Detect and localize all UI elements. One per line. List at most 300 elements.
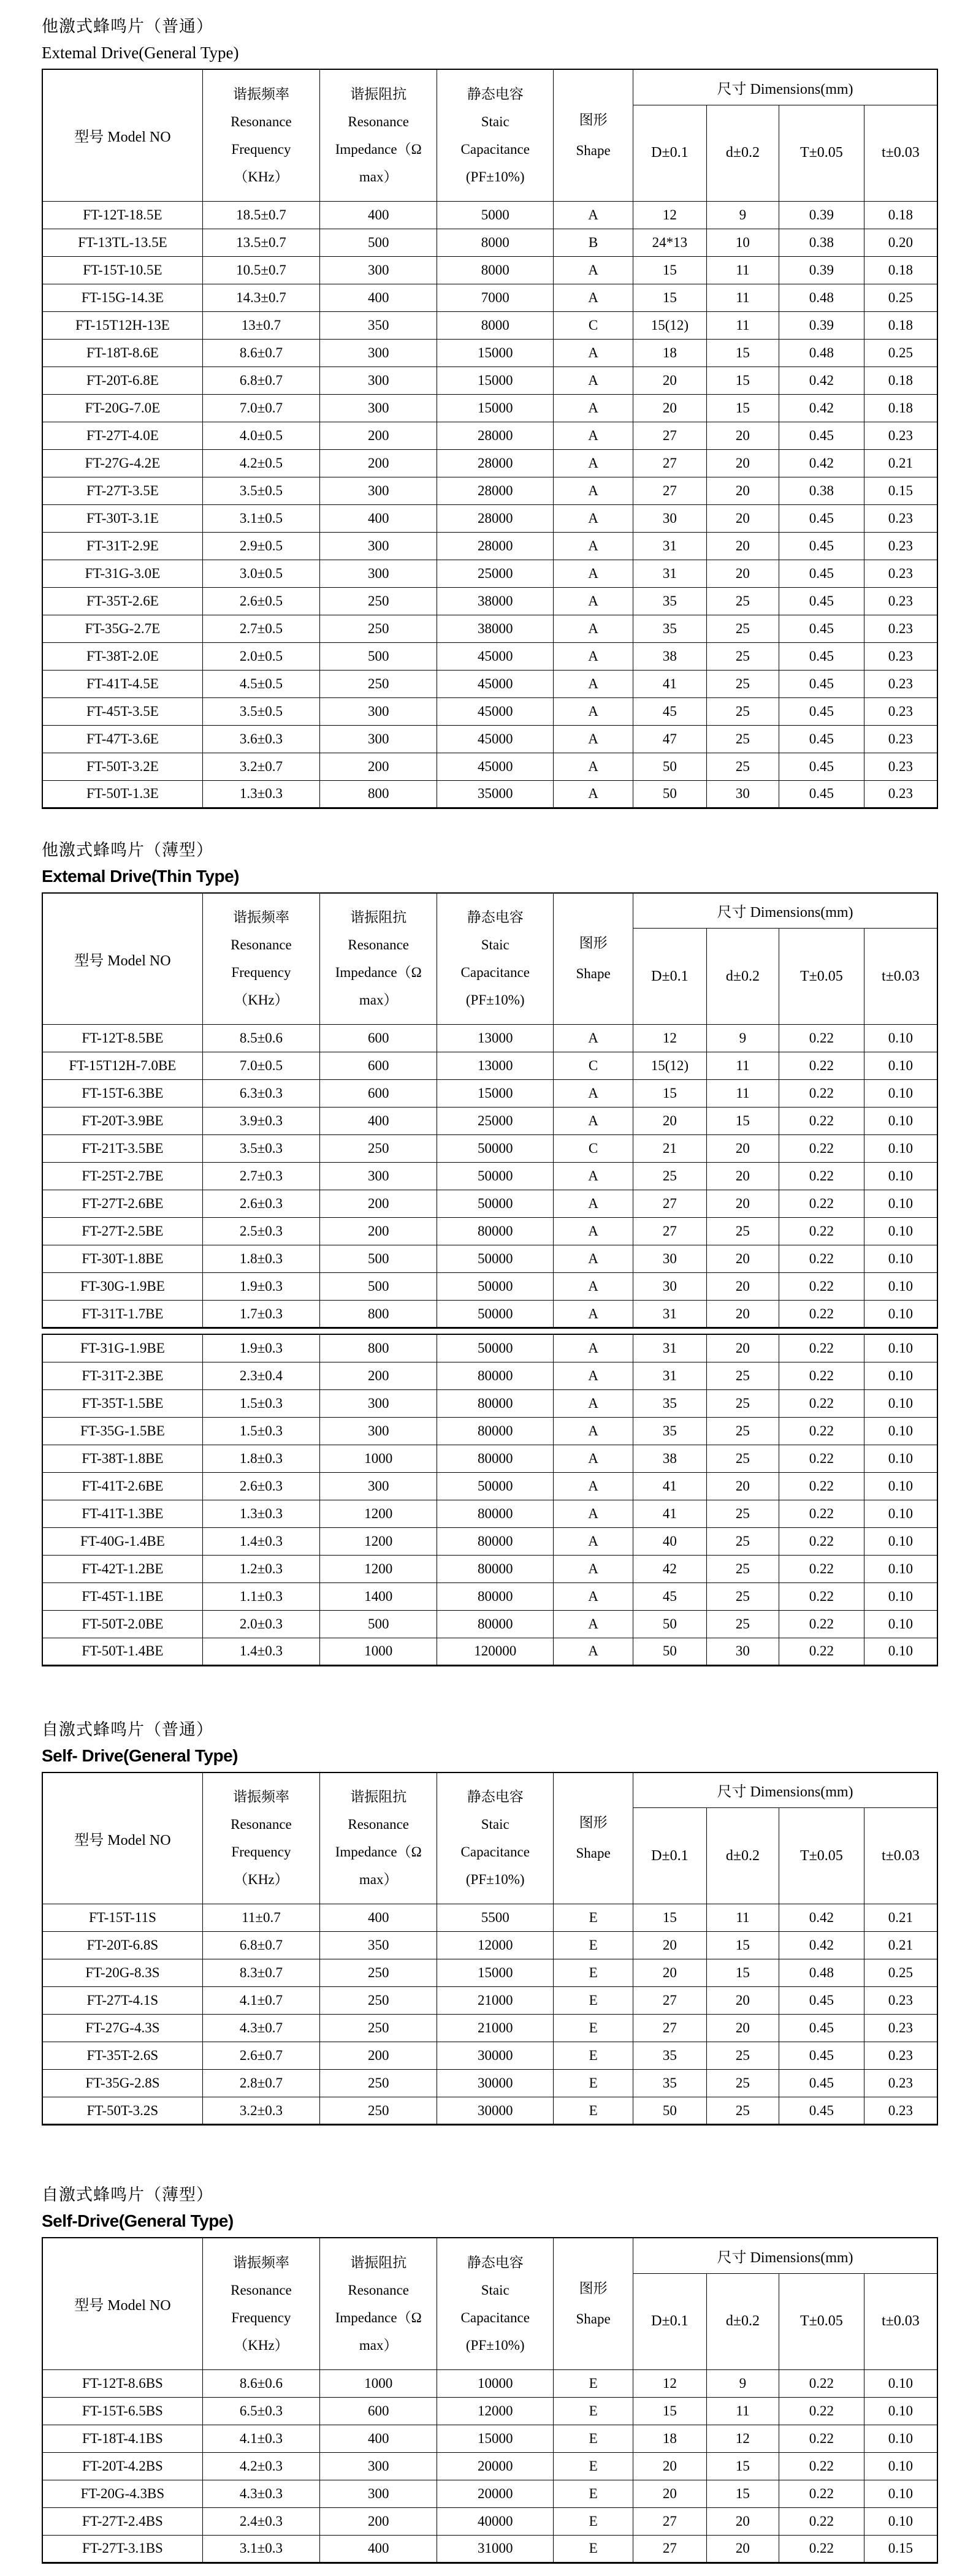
header-line: 图形: [579, 935, 608, 951]
cell-shape: A: [554, 1080, 633, 1108]
cell-shape: A: [554, 504, 633, 532]
cell-resonance-impedance: 300: [320, 1472, 437, 1500]
cell-resonance-impedance: 300: [320, 339, 437, 367]
header-line: （KHz）: [234, 2337, 289, 2353]
header-line: Frequency: [231, 2309, 291, 2325]
col-header-dim-t: t±0.03: [864, 929, 937, 1025]
cell-dim-t: 0.21: [864, 449, 937, 477]
table-row: [42, 284, 937, 311]
cell-resonance-impedance: 300: [320, 477, 437, 504]
cell-static-capacitance: 7000: [437, 284, 554, 311]
cell-model-no: FT-35T-2.6S: [42, 2042, 202, 2070]
cell-resonance-frequency: 14.3±0.7: [202, 284, 319, 311]
cell-resonance-impedance: 400: [320, 284, 437, 311]
header-line: 谐振频率: [232, 910, 289, 925]
spec-table: [42, 1772, 938, 2126]
cell-shape: A: [554, 1108, 633, 1135]
cell-static-capacitance: 45000: [437, 670, 554, 697]
cell-model-no: FT-27T-4.0E: [42, 422, 202, 449]
cell-shape: A: [554, 560, 633, 587]
cell-resonance-frequency: 3.0±0.5: [202, 560, 319, 587]
cell-model-no: FT-30T-3.1E: [42, 504, 202, 532]
cell-dim-T: 0.22: [779, 1362, 864, 1389]
col-header-model-no: 型号 Model NO: [42, 69, 202, 201]
header-line: Resonance: [231, 2282, 292, 2298]
table-row: [42, 1445, 937, 1472]
cell-dim-T: 0.45: [779, 725, 864, 753]
cell-resonance-frequency: 3.1±0.5: [202, 504, 319, 532]
cell-dim-t: 0.23: [864, 615, 937, 642]
cell-dim-T: 0.22: [779, 2425, 864, 2452]
spec-table: [42, 69, 938, 809]
table-body: [42, 2369, 937, 2563]
cell-dim-D: 31: [633, 1334, 707, 1362]
cell-dim-T: 0.22: [779, 1334, 864, 1362]
cell-dim-D: 35: [633, 2070, 707, 2097]
cell-dim-d: 11: [706, 1080, 779, 1108]
header-line: 谐振阻抗: [350, 2254, 407, 2270]
cell-resonance-impedance: 1200: [320, 1555, 437, 1582]
cell-dim-T: 0.42: [779, 449, 864, 477]
cell-static-capacitance: 80000: [437, 1389, 554, 1417]
header-line: 静态电容: [467, 910, 524, 925]
cell-model-no: FT-20G-7.0E: [42, 394, 202, 422]
cell-resonance-frequency: 11±0.7: [202, 1904, 319, 1932]
cell-dim-d: 25: [706, 1417, 779, 1445]
cell-model-no: FT-15T-10.5E: [42, 256, 202, 284]
cell-dim-T: 0.45: [779, 1987, 864, 2015]
cell-dim-t: 0.20: [864, 229, 937, 256]
table-row: [42, 229, 937, 256]
header-line: (PF±10%): [465, 2337, 525, 2353]
cell-resonance-impedance: 300: [320, 532, 437, 560]
cell-dim-T: 0.45: [779, 422, 864, 449]
cell-shape: A: [554, 1301, 633, 1328]
col-header-static-capacitance: [437, 69, 554, 201]
cell-resonance-impedance: 800: [320, 1301, 437, 1328]
cell-dim-d: 25: [706, 1500, 779, 1527]
header-line: 谐振阻抗: [350, 86, 407, 102]
cell-shape: A: [554, 780, 633, 808]
col-header-dim-t: t±0.03: [864, 105, 937, 201]
cell-static-capacitance: 80000: [437, 1445, 554, 1472]
cell-dim-t: 0.15: [864, 477, 937, 504]
cell-dim-D: 31: [633, 1301, 707, 1328]
cell-dim-t: 0.23: [864, 2042, 937, 2070]
cell-model-no: FT-15T-11S: [42, 1904, 202, 1932]
cell-model-no: FT-45T-3.5E: [42, 697, 202, 725]
cell-static-capacitance: 50000: [437, 1334, 554, 1362]
cell-static-capacitance: 45000: [437, 697, 554, 725]
section-title-cn: 他激式蜂鸣片（普通）: [42, 17, 213, 36]
cell-dim-T: 0.45: [779, 697, 864, 725]
table-row: [42, 1417, 937, 1445]
col-header-dim-d: d±0.2: [706, 929, 779, 1025]
cell-dim-t: 0.10: [864, 2369, 937, 2397]
cell-dim-D: 30: [633, 1245, 707, 1273]
cell-resonance-impedance: 1000: [320, 2369, 437, 2397]
table-row: [42, 1052, 937, 1080]
cell-resonance-frequency: 4.0±0.5: [202, 422, 319, 449]
cell-dim-d: 25: [706, 1362, 779, 1389]
cell-dim-d: 11: [706, 2397, 779, 2425]
cell-model-no: FT-31G-3.0E: [42, 560, 202, 587]
cell-model-no: FT-27T-4.1S: [42, 1987, 202, 2015]
cell-dim-t: 0.25: [864, 284, 937, 311]
cell-shape: A: [554, 1273, 633, 1301]
cell-dim-D: 35: [633, 1389, 707, 1417]
cell-dim-T: 0.22: [779, 1610, 864, 1638]
table-row: [42, 1638, 937, 1665]
cell-static-capacitance: 28000: [437, 504, 554, 532]
cell-static-capacitance: 50000: [437, 1301, 554, 1328]
table-row: [42, 477, 937, 504]
cell-dim-d: 25: [706, 2042, 779, 2070]
cell-shape: A: [554, 642, 633, 670]
cell-resonance-frequency: 1.5±0.3: [202, 1389, 319, 1417]
cell-model-no: FT-15T-6.3BE: [42, 1080, 202, 1108]
cell-dim-T: 0.22: [779, 2507, 864, 2535]
cell-resonance-impedance: 250: [320, 2097, 437, 2125]
section-self-drive-thin: [42, 2184, 973, 2564]
cell-dim-d: 20: [706, 1987, 779, 2015]
cell-shape: A: [554, 256, 633, 284]
cell-resonance-impedance: 250: [320, 615, 437, 642]
header-line: Shape: [576, 142, 611, 158]
cell-dim-d: 20: [706, 1334, 779, 1362]
cell-shape: E: [554, 2070, 633, 2097]
cell-dim-d: 15: [706, 339, 779, 367]
cell-resonance-frequency: 1.8±0.3: [202, 1445, 319, 1472]
cell-model-no: FT-50T-1.3E: [42, 780, 202, 808]
cell-dim-t: 0.23: [864, 587, 937, 615]
cell-dim-d: 15: [706, 367, 779, 394]
cell-dim-t: 0.25: [864, 339, 937, 367]
cell-dim-t: 0.10: [864, 1445, 937, 1472]
cell-model-no: FT-27T-3.5E: [42, 477, 202, 504]
spec-table: [42, 2237, 938, 2564]
cell-dim-d: 15: [706, 1108, 779, 1135]
header-line: 静态电容: [467, 86, 524, 102]
col-header-resonance-impedance: [320, 1772, 437, 1904]
cell-dim-d: 20: [706, 560, 779, 587]
cell-dim-D: 20: [633, 2452, 707, 2480]
cell-model-no: FT-25T-2.7BE: [42, 1163, 202, 1190]
cell-dim-D: 21: [633, 1135, 707, 1163]
table-row: [42, 560, 937, 587]
cell-resonance-impedance: 500: [320, 1273, 437, 1301]
table-header: [42, 2238, 937, 2369]
cell-dim-D: 31: [633, 1362, 707, 1389]
cell-dim-T: 0.22: [779, 2480, 864, 2507]
cell-dim-d: 20: [706, 2535, 779, 2563]
cell-resonance-frequency: 2.8±0.7: [202, 2070, 319, 2097]
cell-resonance-frequency: 1.2±0.3: [202, 1555, 319, 1582]
cell-model-no: FT-12T-8.5BE: [42, 1025, 202, 1052]
header-line: 谐振频率: [232, 1789, 289, 1805]
cell-shape: E: [554, 2042, 633, 2070]
cell-resonance-frequency: 2.4±0.3: [202, 2507, 319, 2535]
cell-resonance-frequency: 8.6±0.6: [202, 2369, 319, 2397]
cell-resonance-frequency: 4.3±0.3: [202, 2480, 319, 2507]
col-header-shape: [554, 893, 633, 1025]
cell-static-capacitance: 80000: [437, 1362, 554, 1389]
cell-dim-D: 20: [633, 2480, 707, 2507]
cell-dim-T: 0.45: [779, 2097, 864, 2125]
header-line: Capacitance: [460, 1844, 530, 1860]
cell-dim-D: 27: [633, 2535, 707, 2563]
cell-shape: A: [554, 753, 633, 780]
cell-shape: A: [554, 1638, 633, 1665]
table-header: [42, 893, 937, 1025]
cell-dim-D: 15(12): [633, 1052, 707, 1080]
cell-resonance-frequency: 6.3±0.3: [202, 1080, 319, 1108]
cell-shape: A: [554, 1025, 633, 1052]
cell-shape: E: [554, 2015, 633, 2042]
table-row: [42, 1472, 937, 1500]
section-title-en: Self-Drive(General Type): [42, 2211, 234, 2230]
table-row: [42, 311, 937, 339]
cell-dim-d: 20: [706, 2507, 779, 2535]
header-line: max）: [359, 992, 398, 1008]
cell-resonance-frequency: 2.0±0.5: [202, 642, 319, 670]
table-row: [42, 2507, 937, 2535]
section-self-drive-general: [42, 1719, 973, 2126]
table-row: [42, 2425, 937, 2452]
col-header-model-no: 型号 Model NO: [42, 1772, 202, 1904]
table-row: [42, 753, 937, 780]
cell-dim-d: 20: [706, 1301, 779, 1328]
table-row: [42, 1025, 937, 1052]
table-row: [42, 670, 937, 697]
cell-dim-D: 20: [633, 367, 707, 394]
cell-resonance-impedance: 800: [320, 780, 437, 808]
cell-dim-t: 0.18: [864, 256, 937, 284]
cell-static-capacitance: 15000: [437, 394, 554, 422]
header-line: Capacitance: [460, 965, 530, 981]
cell-dim-d: 20: [706, 477, 779, 504]
cell-static-capacitance: 50000: [437, 1245, 554, 1273]
col-header-dim-T: T±0.05: [779, 1808, 864, 1904]
col-header-dim-T: T±0.05: [779, 929, 864, 1025]
cell-static-capacitance: 28000: [437, 532, 554, 560]
cell-model-no: FT-18T-4.1BS: [42, 2425, 202, 2452]
cell-dim-t: 0.18: [864, 394, 937, 422]
cell-dim-t: 0.23: [864, 753, 937, 780]
table-row: [42, 1555, 937, 1582]
cell-dim-d: 20: [706, 1163, 779, 1190]
cell-resonance-frequency: 1.4±0.3: [202, 1638, 319, 1665]
cell-dim-T: 0.39: [779, 201, 864, 229]
table-row: [42, 1610, 937, 1638]
cell-resonance-frequency: 1.4±0.3: [202, 1527, 319, 1555]
cell-resonance-frequency: 1.3±0.3: [202, 780, 319, 808]
cell-dim-D: 27: [633, 1218, 707, 1245]
table-row: [42, 532, 937, 560]
cell-dim-t: 0.10: [864, 2425, 937, 2452]
col-header-static-capacitance: [437, 893, 554, 1025]
cell-static-capacitance: 45000: [437, 753, 554, 780]
cell-model-no: FT-35G-2.8S: [42, 2070, 202, 2097]
cell-dim-T: 0.22: [779, 2535, 864, 2563]
cell-static-capacitance: 13000: [437, 1025, 554, 1052]
cell-model-no: FT-27T-2.4BS: [42, 2507, 202, 2535]
cell-dim-d: 15: [706, 1932, 779, 1959]
cell-model-no: FT-30G-1.9BE: [42, 1273, 202, 1301]
cell-dim-d: 25: [706, 1218, 779, 1245]
col-header-static-capacitance: [437, 2238, 554, 2369]
cell-dim-t: 0.18: [864, 367, 937, 394]
cell-model-no: FT-27T-2.5BE: [42, 1218, 202, 1245]
cell-resonance-frequency: 4.1±0.7: [202, 1987, 319, 2015]
table-body: [42, 1904, 937, 2125]
cell-dim-D: 15(12): [633, 311, 707, 339]
cell-shape: E: [554, 1987, 633, 2015]
cell-dim-d: 12: [706, 2425, 779, 2452]
cell-dim-D: 31: [633, 560, 707, 587]
cell-resonance-frequency: 2.6±0.5: [202, 587, 319, 615]
cell-dim-T: 0.38: [779, 477, 864, 504]
table-row: [42, 1301, 937, 1328]
cell-dim-t: 0.10: [864, 2480, 937, 2507]
cell-static-capacitance: 120000: [437, 1638, 554, 1665]
col-header-dimensions: 尺寸 Dimensions(mm): [633, 69, 937, 105]
cell-shape: A: [554, 1362, 633, 1389]
cell-dim-t: 0.23: [864, 504, 937, 532]
cell-dim-d: 10: [706, 229, 779, 256]
cell-dim-T: 0.22: [779, 1445, 864, 1472]
cell-resonance-frequency: 3.9±0.3: [202, 1108, 319, 1135]
cell-dim-t: 0.10: [864, 1610, 937, 1638]
cell-static-capacitance: 15000: [437, 367, 554, 394]
cell-dim-T: 0.38: [779, 229, 864, 256]
cell-resonance-frequency: 1.8±0.3: [202, 1245, 319, 1273]
cell-resonance-impedance: 300: [320, 2452, 437, 2480]
section-title-en: Extemal Drive(General Type): [42, 44, 239, 62]
cell-resonance-frequency: 4.2±0.5: [202, 449, 319, 477]
cell-dim-T: 0.22: [779, 1052, 864, 1080]
section-title-en: Self- Drive(General Type): [42, 1746, 238, 1765]
table-row: [42, 1190, 937, 1218]
col-header-dim-T: T±0.05: [779, 2273, 864, 2369]
cell-resonance-frequency: 1.9±0.3: [202, 1334, 319, 1362]
cell-dim-d: 25: [706, 1389, 779, 1417]
col-header-dimensions: 尺寸 Dimensions(mm): [633, 893, 937, 929]
cell-shape: A: [554, 725, 633, 753]
table-row: [42, 1527, 937, 1555]
cell-model-no: FT-20T-6.8E: [42, 367, 202, 394]
cell-resonance-impedance: 400: [320, 2425, 437, 2452]
cell-shape: C: [554, 1052, 633, 1080]
cell-dim-d: 11: [706, 311, 779, 339]
cell-dim-T: 0.22: [779, 1582, 864, 1610]
cell-resonance-impedance: 200: [320, 1218, 437, 1245]
cell-model-no: FT-20T-6.8S: [42, 1932, 202, 1959]
header-line: 图形: [579, 1815, 608, 1831]
table-row: [42, 2015, 937, 2042]
header-line: Frequency: [231, 141, 291, 157]
cell-static-capacitance: 15000: [437, 339, 554, 367]
cell-dim-t: 0.10: [864, 1301, 937, 1328]
cell-dim-t: 0.10: [864, 1472, 937, 1500]
cell-resonance-impedance: 350: [320, 311, 437, 339]
cell-resonance-impedance: 250: [320, 1135, 437, 1163]
cell-dim-D: 35: [633, 2042, 707, 2070]
cell-dim-t: 0.23: [864, 725, 937, 753]
cell-model-no: FT-21T-3.5BE: [42, 1135, 202, 1163]
header-line: （KHz）: [234, 992, 289, 1008]
cell-dim-T: 0.22: [779, 1245, 864, 1273]
table-row: [42, 1080, 937, 1108]
table-row: [42, 2535, 937, 2563]
header-line: Capacitance: [460, 2309, 530, 2325]
cell-shape: A: [554, 1218, 633, 1245]
cell-resonance-impedance: 1400: [320, 1582, 437, 1610]
cell-dim-D: 15: [633, 2397, 707, 2425]
cell-resonance-impedance: 200: [320, 422, 437, 449]
cell-shape: A: [554, 1245, 633, 1273]
col-header-dim-d: d±0.2: [706, 1808, 779, 1904]
cell-model-no: FT-31T-1.7BE: [42, 1301, 202, 1328]
cell-dim-t: 0.21: [864, 1904, 937, 1932]
header-line: Resonance: [348, 113, 410, 129]
cell-model-no: FT-15T12H-7.0BE: [42, 1052, 202, 1080]
cell-dim-T: 0.48: [779, 284, 864, 311]
cell-resonance-frequency: 1.3±0.3: [202, 1500, 319, 1527]
cell-dim-d: 15: [706, 1959, 779, 1987]
table-body: [42, 201, 937, 808]
cell-resonance-frequency: 6.5±0.3: [202, 2397, 319, 2425]
cell-dim-d: 20: [706, 1190, 779, 1218]
cell-resonance-frequency: 3.6±0.3: [202, 725, 319, 753]
cell-resonance-impedance: 1200: [320, 1500, 437, 1527]
cell-resonance-frequency: 4.3±0.7: [202, 2015, 319, 2042]
table-row: [42, 1218, 937, 1245]
header-line: Impedance（Ω: [335, 1844, 422, 1860]
cell-resonance-frequency: 3.5±0.3: [202, 1135, 319, 1163]
cell-resonance-impedance: 250: [320, 1987, 437, 2015]
cell-dim-T: 0.45: [779, 2042, 864, 2070]
cell-model-no: FT-27G-4.2E: [42, 449, 202, 477]
cell-resonance-frequency: 3.2±0.7: [202, 753, 319, 780]
cell-dim-T: 0.22: [779, 1273, 864, 1301]
table-row: [42, 394, 937, 422]
cell-model-no: FT-30T-1.8BE: [42, 1245, 202, 1273]
header-line: Resonance: [348, 2282, 410, 2298]
cell-dim-t: 0.23: [864, 560, 937, 587]
col-header-model-no: 型号 Model NO: [42, 2238, 202, 2369]
cell-resonance-impedance: 300: [320, 367, 437, 394]
header-line: 谐振频率: [232, 2254, 289, 2270]
cell-shape: A: [554, 1389, 633, 1417]
table-row: [42, 201, 937, 229]
cell-dim-D: 30: [633, 504, 707, 532]
cell-dim-T: 0.42: [779, 1904, 864, 1932]
cell-static-capacitance: 12000: [437, 1932, 554, 1959]
col-header-shape: [554, 1772, 633, 1904]
cell-dim-D: 20: [633, 1959, 707, 1987]
cell-dim-T: 0.22: [779, 1190, 864, 1218]
cell-dim-t: 0.23: [864, 422, 937, 449]
cell-shape: A: [554, 394, 633, 422]
cell-resonance-impedance: 400: [320, 1108, 437, 1135]
cell-dim-d: 20: [706, 2015, 779, 2042]
cell-static-capacitance: 25000: [437, 1108, 554, 1135]
cell-resonance-frequency: 2.3±0.4: [202, 1362, 319, 1389]
section-title-cn: 自激式蜂鸣片（薄型）: [42, 2186, 213, 2204]
col-header-resonance-frequency: [202, 893, 319, 1025]
header-line: 静态电容: [467, 2254, 524, 2270]
